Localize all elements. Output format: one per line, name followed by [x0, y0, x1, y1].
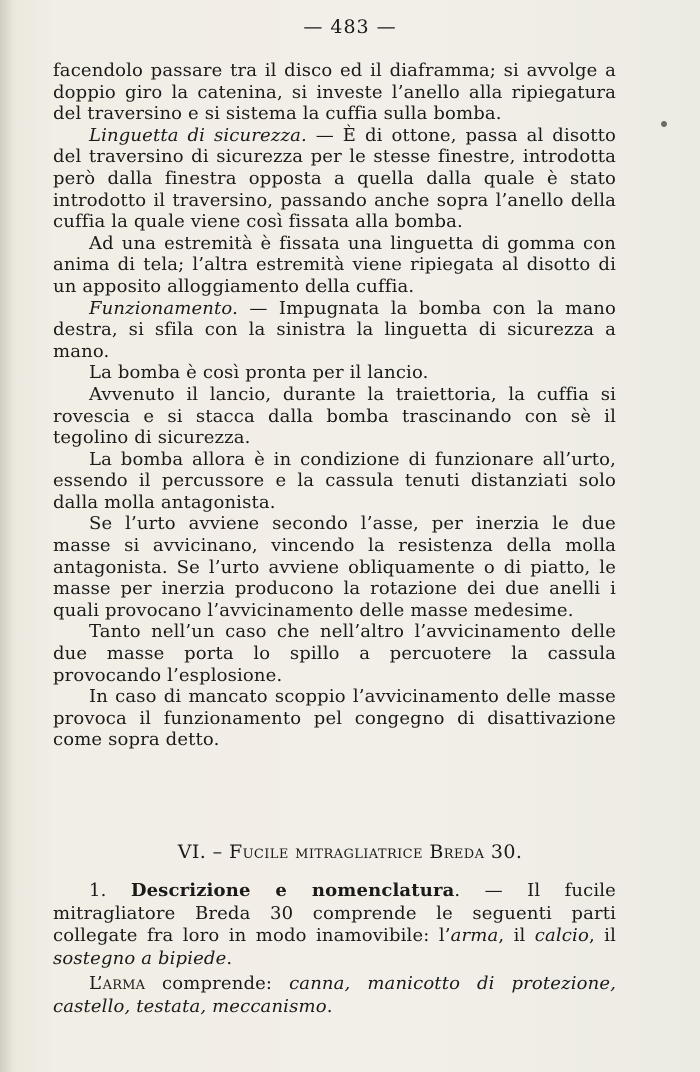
paragraph: Tanto nell’un caso che nell’altro l’avvicinamento delle due masse porta lo spillo a percuotere la cassula provocando l’esplosione.: [53, 621, 616, 686]
section-title: VI. – Fucile mitragliatrice Breda 30.: [177, 841, 523, 863]
body-text: [53, 60, 616, 751]
paragraph-text: . — Il fucile mitragliatore Breda 30 comprende le seguenti parti collegate fra loro in modo inamovibile: l’: [53, 880, 616, 946]
paragraph-text: , il: [588, 925, 616, 946]
paragraph: Avvenuto il lancio, durante la traiettoria, la cuffia si rovescia e si stacca dalla bomba trascinando con sè il tegolino di sicurezza.: [53, 383, 616, 449]
paragraph-text: — È di ottone, passa al disotto del traversino di sicurezza per le stesse finestre, introdotta però dalla finestra opposta a quella dalla quale è stato introdotto il traversino, passando anche sopra l’anello della cuffia la quale viene così fissata alla bomba.: [53, 124, 616, 233]
section-body: [53, 880, 616, 1018]
paragraph: La bomba allora è in condizione di funzionare all’urto, essendo il percussore e la cassula tenuti distanziati solo dalla molla antagonista.: [53, 448, 616, 513]
paragraph-heading: Funzionamento.: [89, 297, 238, 319]
paragraph: [53, 880, 616, 970]
paragraph: La bomba è così pronta per il lancio.: [89, 362, 429, 384]
paragraph: In caso di mancato scoppio l’avvicinamento delle masse provoca il funzionamento pel congegno di disattivazione come sopra detto.: [53, 686, 616, 751]
paragraph: [53, 125, 616, 233]
paragraph: [53, 298, 616, 363]
term-lead: L’arma: [89, 973, 146, 994]
paragraph: [53, 973, 616, 1018]
item-heading: Descrizione e nomenclatura: [130, 880, 455, 901]
paragraph: Se l’urto avviene secondo l’asse, per inerzia le due masse si avvicinano, vincendo la resistenza della molla antagonista. Se l’urto avviene obliquamente o di piatto, le masse per inerzia producono la rotazione dei due anelli i quali provocano l’avvicinamento delle masse medesime.: [53, 513, 616, 621]
paragraph-text: , il: [498, 925, 535, 946]
term: sostegno a bipiede: [53, 947, 227, 969]
paragraph-heading: Linguetta di sicurezza.: [89, 124, 307, 146]
paragraph-text: .: [226, 947, 233, 969]
paragraph-text: comprende:: [145, 973, 290, 994]
paragraph-text: — Impugnata la bomba con la mano destra, si sfila con la sinistra la linguetta di sicurezza a mano.: [53, 297, 616, 362]
paragraph-text: .: [326, 995, 333, 1017]
term: calcio: [534, 925, 589, 946]
item-number: 1.: [89, 880, 131, 901]
paragraph: facendolo passare tra il disco ed il diaframma; si avvolge a doppio giro la catenina, si investe l’anello alla ripiegatura del traversino e si sistema la cuffia sulla bomba.: [53, 60, 616, 125]
page-gutter-shadow: [0, 0, 14, 1072]
term: arma: [450, 925, 499, 946]
ink-speck: [661, 121, 667, 127]
term-list: canna, manicotto di protezione, castello, testata, meccanismo: [53, 973, 617, 1017]
paragraph: Ad una estremità è fissata una linguetta di gomma con anima di tela; l’altra estremità viene ripiegata al disotto di un apposito alloggiamento della cuffia.: [53, 232, 616, 297]
page-number: — 483 —: [303, 16, 397, 38]
